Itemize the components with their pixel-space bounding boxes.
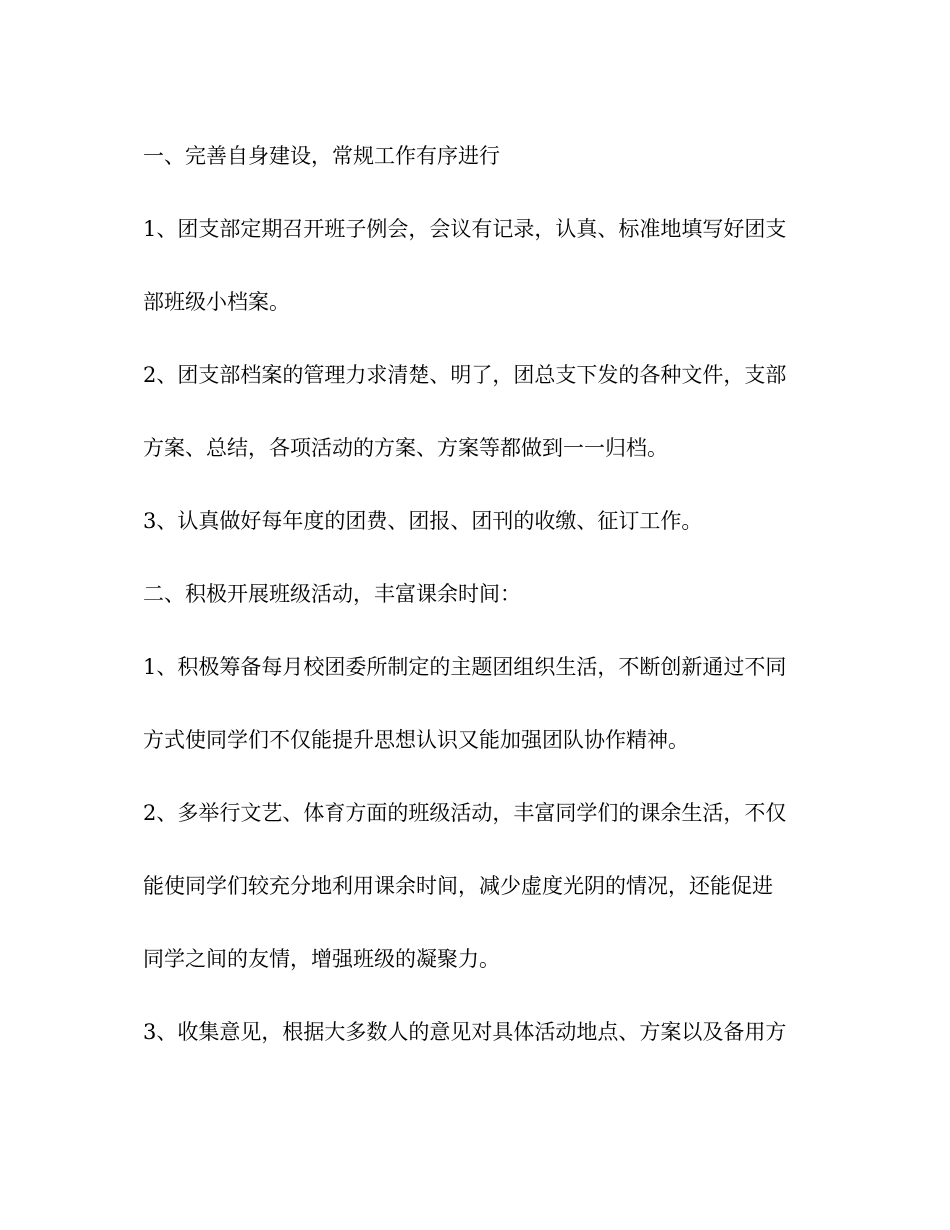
section-heading-1: 一、完善自身建设，常规工作有序进行 [143, 144, 500, 168]
paragraph-line: 1、积极筹备每月校团委所制定的主题团组织生活，不断创新通过不同 [143, 655, 787, 679]
paragraph-line: 3、收集意见，根据大多数人的意见对具体活动地点、方案以及备用方 [143, 1020, 787, 1044]
document-body [143, 136, 823, 1085]
paragraph-line: 同学之间的友情，增强班级的凝聚力。 [143, 947, 500, 971]
paragraph-line: 2、多举行文艺、体育方面的班级活动，丰富同学们的课余生活，不仅 [143, 801, 787, 825]
paragraph-line: 方案、总结，各项活动的方案、方案等都做到一一归档。 [143, 436, 668, 460]
paragraph-line: 1、团支部定期召开班子例会，会议有记录，认真、标准地填写好团支 [143, 217, 787, 241]
paragraph-line: 3、认真做好每年度的团费、团报、团刊的收缴、征订工作。 [143, 509, 703, 533]
section-heading-2: 二、积极开展班级活动，丰富课余时间： [143, 582, 521, 606]
paragraph-line: 2、团支部档案的管理力求清楚、明了，团总支下发的各种文件，支部 [143, 363, 787, 387]
paragraph-line: 部班级小档案。 [143, 290, 290, 314]
paragraph-line: 方式使同学们不仅能提升思想认识又能加强团队协作精神。 [143, 728, 689, 752]
paragraph-line: 能使同学们较充分地利用课余时间，减少虚度光阴的情况，还能促进 [143, 874, 773, 898]
